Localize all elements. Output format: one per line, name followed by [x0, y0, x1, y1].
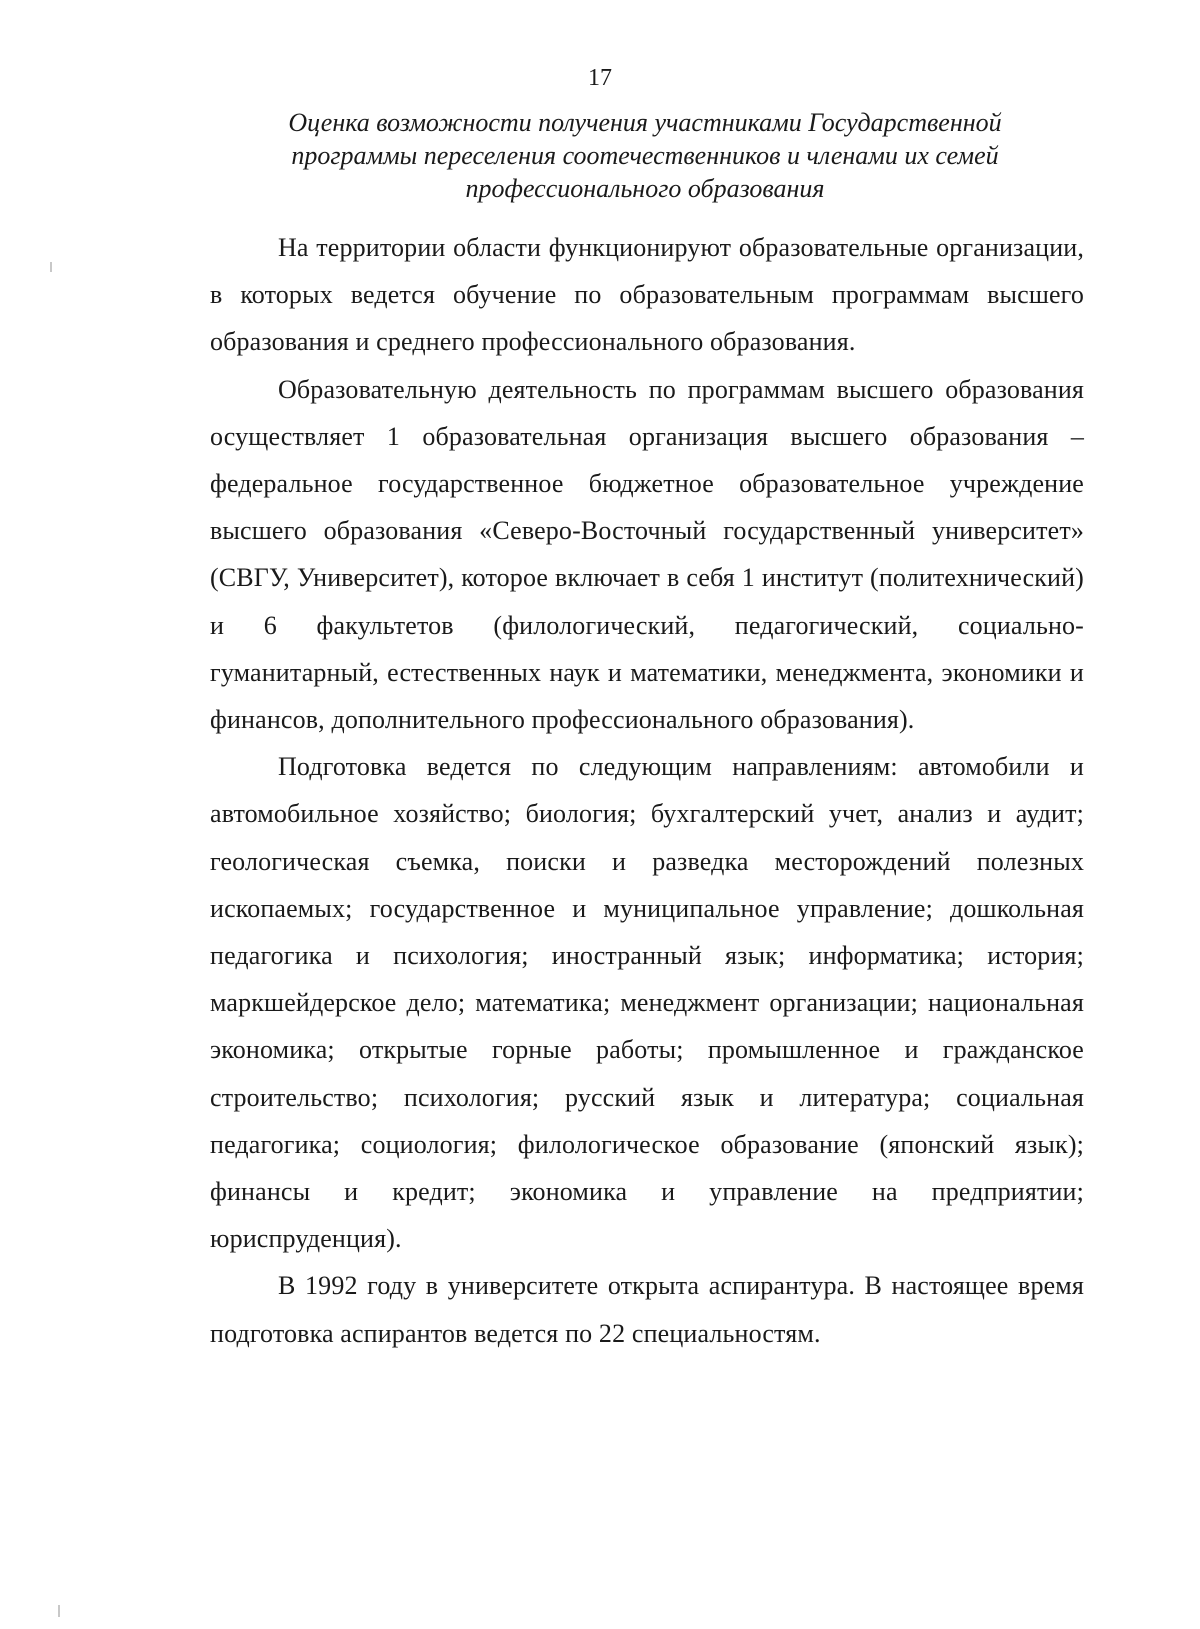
- body-text: [210, 224, 1084, 1357]
- section-heading: [210, 106, 1080, 205]
- paragraph-directions: Подготовка ведется по следующим направлениям: автомобили и автомобильное хозяйство; биология; бухгалтерский учет, анализ и аудит; геологическая съемка, поиски и разведка месторождений полезных ископаемых; государственное и муниципальное управление; дошкольная педагогика и психология; иностранный язык; информатика; история; маркшейдерское дело; математика; менеджмент организации; национальная экономика; открытые горные работы; промышленное и гражданское строительство; психология; русский язык и литература; социальная педагогика; социология; филологическое образование (японский язык); финансы и кредит; экономика и управление на предприятии; юриспруденция).: [210, 752, 1084, 1254]
- scan-margin-mark: [50, 262, 52, 272]
- heading-line-1: Оценка возможности получения участниками Государственной: [288, 108, 1002, 137]
- paragraph-institutions: На территории области функционируют образовательные организации, в которых ведется обучение по образовательным программам высшего образования и среднего профессионального образования.: [210, 233, 1084, 357]
- page-number: 17: [588, 65, 612, 91]
- scan-margin-mark: [58, 1605, 60, 1617]
- heading-line-2: программы переселения соотечественников и членами их семей: [291, 141, 999, 170]
- paragraph-postgraduate: В 1992 году в университете открыта аспирантура. В настоящее время подготовка аспирантов ведется по 22 специальностям.: [210, 1271, 1084, 1348]
- heading-line-3: профессионального образования: [465, 174, 825, 203]
- paragraph-university: Образовательную деятельность по программам высшего образования осуществляет 1 образовательная организация высшего образования – федеральное государственное бюджетное образовательное учреждение высшего образования «Северо-Восточный государственный университет» (СВГУ, Университет), которое включает в себя 1 институт (политехнический) и 6 факультетов (филологический, педагогический, социально-гуманитарный, естественных наук и математики, менеджмента, экономики и финансов, дополнительного профессионального образования).: [210, 374, 1084, 735]
